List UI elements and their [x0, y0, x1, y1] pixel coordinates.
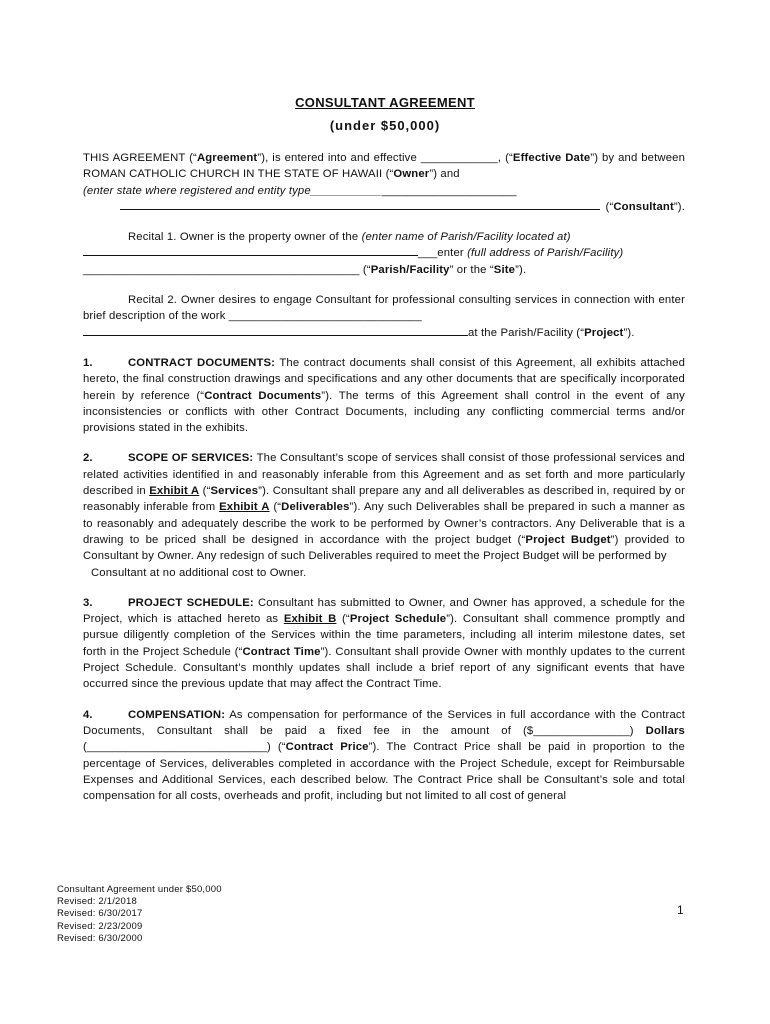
section-text: ”). Consultant shall provide Owner with monthly updates to the current Project Schedule. Consultant’s monthly updates shall include a brief report of any significant events that have occurred since the previous update that may affect the Contract Time. — [83, 645, 685, 691]
consultant-line — [83, 199, 685, 215]
section-text: The Consultant’s scope of services shall consist of those professional services and related activities identified in and reasonably inferable from this Agreement and as set forth and more particularly described in — [83, 452, 685, 498]
section-text: Consultant at no additional cost to Owner. — [91, 566, 307, 579]
recital-2 — [83, 292, 685, 341]
section-text: As compensation for performance of the Services in full accordance with the Contract Documents, Consultant shall be paid a fixed fee in the amount of ($_______________) — [83, 708, 685, 737]
section-heading: CONTRACT DOCUMENTS: — [128, 356, 276, 369]
defined-term: Contract Time — [242, 645, 321, 658]
spacer — [83, 341, 685, 355]
intro-text: ”) by and between ROMAN CATHOLIC CHURCH IN THE STATE OF HAWAII (“ — [83, 152, 685, 181]
defined-term: Dollars — [645, 724, 685, 737]
recital-text: Recital 1. Owner is the property owner of the — [128, 231, 362, 244]
date-term: Date — [565, 152, 591, 164]
site-term: Site — [493, 263, 516, 276]
work-description-blank — [83, 335, 468, 336]
section-text: (“ — [336, 613, 350, 626]
parish-term: Parish/Facility — [370, 263, 450, 276]
section-text: The contract documents shall consist of this Agreement, all exhibits attached hereto, the final construction drawings and specifications and any other documents that are specifically incorporated herein by reference (“ — [83, 356, 686, 402]
page-number: 1 — [677, 903, 684, 917]
consultant-term: Consultant — [613, 200, 674, 213]
recital-text: ”). — [515, 263, 527, 276]
revision-footer — [57, 884, 222, 945]
intro-text: THIS AGREEMENT (“ — [83, 152, 197, 164]
recital-1 — [83, 229, 685, 278]
recital-2-project-line — [83, 325, 685, 341]
section-heading: PROJECT SCHEDULE: — [128, 596, 254, 609]
section-number: 3. — [83, 596, 93, 609]
section-heading: SCOPE OF SERVICES: — [128, 452, 254, 465]
defined-term: Contract Price — [285, 741, 369, 754]
intro-text: (“ — [605, 200, 614, 213]
entity-line — [83, 183, 685, 199]
section-text: ”). The Contract Price shall be paid in proportion to the percentage of Services, deliverables completed in accordance with the Project Schedule, except for Reimbursable Expenses and Additional Services, each described below. The Contract Price shall be Consultant’s sole and total compensation for all costs, overheads and profit, including but not limited to all cost of general — [83, 741, 685, 803]
exhibit-a-reference: Exhibit A — [149, 485, 200, 498]
defined-term: Services — [210, 485, 259, 498]
section-text: ”). Consultant shall commence promptly and pursue diligently completion of the Services within the time parameters, including all interim milestone dates, set forth in the Project Schedule (“ — [83, 613, 685, 658]
spacer — [83, 693, 685, 707]
recital-1-address-line — [83, 245, 685, 261]
document-subtitle: (under $50,000) — [329, 118, 441, 133]
section-3 — [83, 595, 685, 693]
section-2 — [83, 450, 685, 580]
agreement-term: Agreement — [196, 152, 258, 164]
section-text: ”) provided to Consultant by Owner. Any redesign of such Deliverables required to meet the Project Budget will be performed by — [83, 533, 685, 563]
section-text: ”). Consultant shall prepare any and all deliverables as described in, required by or reasonably inferable from — [83, 485, 685, 514]
recital-text: Recital 2. Owner desires to engage Consultant for professional consulting services in connection with enter brief description of the work ______________________________ — [83, 294, 685, 323]
consultant-name-blank — [120, 209, 600, 210]
defined-term: Deliverables — [281, 501, 350, 514]
recital-text: ”). — [623, 326, 635, 339]
section-4 — [83, 707, 685, 805]
defined-term: Project Schedule — [349, 613, 447, 626]
section-text: (“ — [269, 501, 282, 514]
section-text: (“ — [199, 485, 211, 498]
defined-term: Contract Documents — [204, 389, 322, 402]
document-body — [83, 150, 685, 804]
exhibit-b-reference: Exhibit B — [283, 613, 337, 626]
footer-line: Revised: 2/1/2018 — [57, 896, 137, 908]
section-1 — [83, 355, 685, 436]
intro-paragraph — [83, 150, 685, 215]
spacer — [83, 278, 685, 292]
recital-text: ___enter — [418, 247, 468, 260]
intro-text: ”) and — [429, 168, 460, 181]
recital-placeholder: (enter name of Parish/Facility located at) — [361, 231, 571, 244]
recital-1-site-line — [83, 262, 685, 278]
entity-blank: _____________________ — [381, 184, 517, 197]
intro-text: ”). — [673, 200, 685, 213]
section-number: 4. — [83, 708, 93, 721]
footer-line: Consultant Agreement under $50,000 — [57, 884, 222, 895]
defined-term: Project Budget — [525, 533, 611, 546]
section-text: ”). The terms of this Agreement shall control in the event of any inconsistencies or conflicts with other Contract Documents, including any conflicting commercial terms and/or provisions stated in the exhibits. — [83, 389, 685, 435]
address-blank — [83, 255, 418, 256]
recital-text: ” or the “ — [449, 263, 494, 276]
spacer — [83, 215, 685, 229]
recital-placeholder: (full address of Parish/Facility) — [467, 247, 624, 260]
recital-text: ___________________________________________ (“ — [83, 263, 371, 276]
section-heading: COMPENSATION: — [128, 708, 226, 721]
entity-placeholder: (enter state where registered and entity type___________ — [83, 184, 382, 197]
section-text: ”). Any such Deliverables shall be prepared in such a manner as to reasonably and adequately describe the work to be performed by Owner’s contractors. Any Deliverable that is a drawing to be priced shall be designed in accordance with the project budget (“ — [83, 501, 685, 546]
project-term: Project — [584, 326, 624, 339]
section-number: 2. — [83, 452, 93, 465]
owner-term: Owner — [393, 168, 430, 181]
section-text: (____________________________) (“ — [83, 741, 286, 754]
spacer — [83, 436, 685, 450]
recital-text: at the Parish/Facility (“ — [468, 326, 585, 339]
spacer — [83, 581, 685, 595]
footer-line: Revised: 6/30/2000 — [57, 932, 143, 944]
intro-text: ”), is entered into and effective ____________, (“ — [257, 152, 513, 164]
exhibit-a-reference: Exhibit A — [219, 501, 270, 514]
document-title: CONSULTANT AGREEMENT — [295, 95, 475, 110]
section-number: 1. — [83, 356, 93, 369]
footer-line: Revised: 6/30/2017 — [57, 908, 143, 920]
footer-line: Revised: 2/23/2009 — [57, 920, 143, 932]
section-text: Consultant has submitted to Owner, and Owner has approved, a schedule for the Project, which is attached hereto as — [83, 596, 685, 626]
effective-term: Effective — [512, 152, 562, 164]
